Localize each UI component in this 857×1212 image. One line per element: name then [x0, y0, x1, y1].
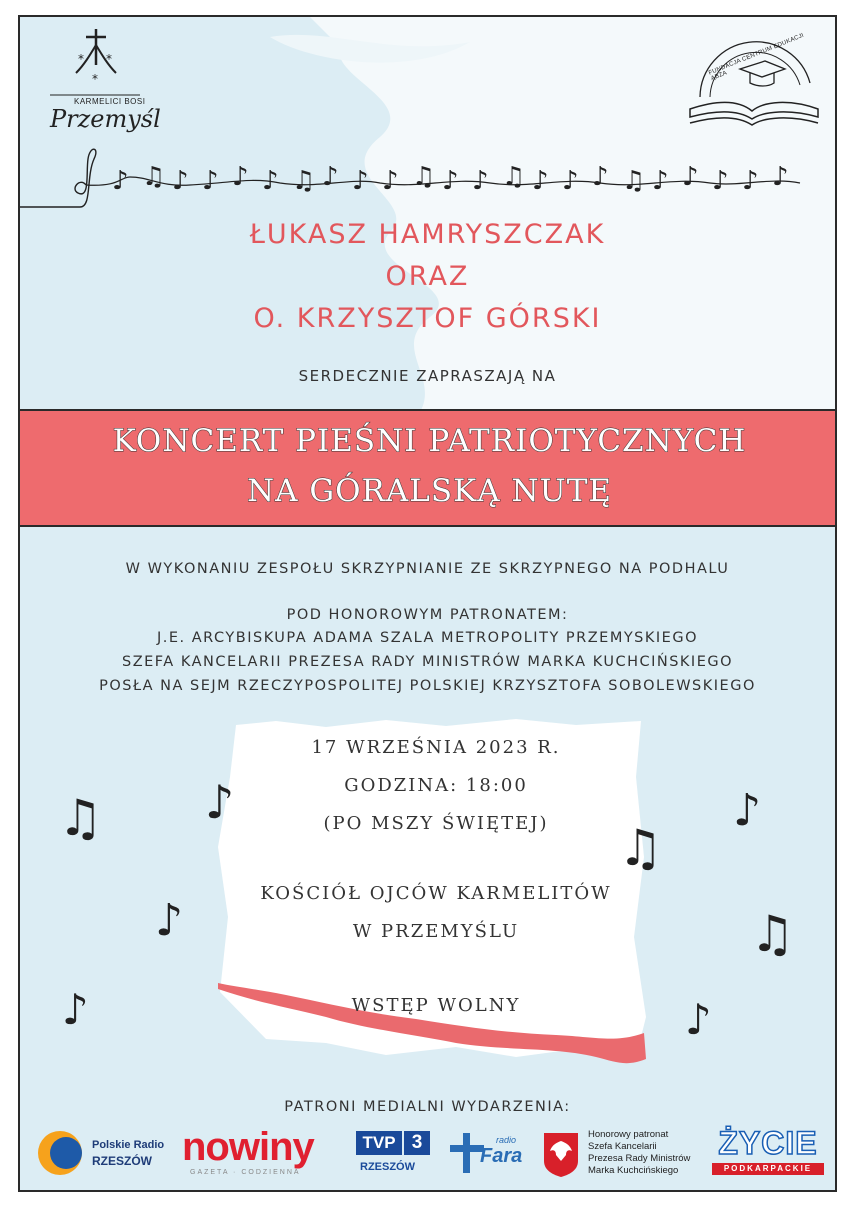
event-time: GODZINA: 18:00 — [344, 775, 528, 796]
zycie-podkarpackie-logo — [710, 1125, 828, 1177]
zycie-sub: PODKARPACKIE — [712, 1163, 824, 1175]
poster-frame — [18, 15, 837, 1192]
svg-text:♪: ♪ — [262, 166, 279, 196]
honorary-patronage-logo — [542, 1129, 712, 1181]
concert-title-banner — [18, 409, 837, 527]
svg-text:♫: ♫ — [292, 166, 316, 196]
svg-text:♪: ♪ — [202, 166, 219, 196]
svg-text:♪: ♪ — [742, 166, 759, 196]
host-conjunction: ORAZ — [385, 261, 470, 292]
polish-eagle-icon — [542, 1131, 580, 1177]
nowiny-sub: GAZETA · CODZIENNA — [190, 1169, 301, 1176]
patronage-heading: POD HONOROWYM PATRONATEM: — [286, 607, 569, 623]
svg-text:♫: ♫ — [502, 162, 526, 192]
honorary-line-4: Marka Kuchcińskiego — [588, 1165, 679, 1176]
media-heading: PATRONI MEDIALNI WYDARZENIA: — [284, 1099, 571, 1115]
note-icon: ♪ — [205, 775, 235, 829]
fundacja-arc-text: FUNDACJA CENTRUM EDUKACJI ĄBZA — [708, 32, 805, 83]
svg-text:♪: ♪ — [232, 162, 249, 192]
svg-text:♫: ♫ — [412, 162, 436, 192]
event-date: 17 WRZEŚNIA 2023 R. — [311, 737, 561, 758]
radio-fara-logo — [450, 1129, 530, 1179]
honorary-line-1: Honorowy patronat — [588, 1129, 669, 1140]
tvp-num: 3 — [404, 1131, 430, 1155]
event-entry: WSTĘP WOLNY — [351, 995, 521, 1016]
fundacja-logo — [680, 32, 825, 139]
nowiny-logo — [182, 1125, 342, 1181]
event-note: (PO MSZY ŚWIĘTEJ) — [323, 813, 549, 834]
fara-cross-icon — [450, 1133, 484, 1173]
svg-text:♫: ♫ — [622, 166, 646, 196]
note-icon: ♪ — [62, 985, 89, 1034]
svg-text:*: * — [92, 72, 98, 86]
svg-text:♪: ♪ — [592, 162, 609, 192]
svg-text:♪: ♪ — [172, 166, 189, 196]
svg-text:♪: ♪ — [532, 166, 549, 196]
fara-small: radio — [496, 1135, 517, 1145]
polskie-radio-logo — [36, 1129, 166, 1179]
svg-text:♪: ♪ — [322, 162, 339, 192]
svg-text:♪: ♪ — [442, 166, 459, 196]
polskie-radio-line2: RZESZÓW — [92, 1154, 152, 1168]
note-icon: ♪ — [155, 895, 184, 946]
karmelici-top-text: KARMELICI BOSI — [74, 97, 146, 106]
note-icon: ♪ — [685, 995, 712, 1044]
honorary-line-2: Szefa Kancelarii — [588, 1141, 657, 1152]
svg-text:♪: ♪ — [472, 166, 489, 196]
concert-title-line-1: KONCERT PIEŚNI PATRIOTYCZNYCH — [112, 423, 747, 459]
performer-text: W WYKONANIU ZESPOŁU SKRZYPNIANIE ZE SKRZYPNEGO NA PODHALU — [125, 561, 730, 577]
note-icon: ♪ — [733, 785, 762, 836]
zycie-name: ŻYCIE — [718, 1125, 818, 1161]
karmelici-logo — [40, 25, 161, 135]
polskie-radio-line1: Polskie Radio — [92, 1139, 165, 1151]
note-icon: ♫ — [618, 819, 663, 877]
patron-2: SZEFA KANCELARII PREZESA RADY MINISTRÓW MARKA KUCHCIŃSKIEGO — [121, 654, 734, 670]
patron-3: POSŁA NA SEJM RZECZYPOSPOLITEJ POLSKIEJ KRZYSZTOFA SOBOLEWSKIEGO — [99, 678, 756, 694]
event-details-card — [216, 717, 656, 1077]
svg-text:♪: ♪ — [382, 166, 399, 196]
note-icon: ♫ — [58, 789, 103, 847]
note-icon: ♫ — [750, 905, 795, 963]
svg-text:♪: ♪ — [772, 162, 789, 192]
svg-text:♪: ♪ — [352, 166, 369, 196]
host-name-2: O. KRZYSZTOF GÓRSKI — [253, 303, 602, 334]
svg-text:♪: ♪ — [712, 166, 729, 196]
patron-1: J.E. ARCYBISKUPA ADAMA SZALA METROPOLITY PRZEMYSKIEGO — [157, 630, 698, 646]
svg-text:♪: ♪ — [562, 166, 579, 196]
svg-text:♪: ♪ — [652, 166, 669, 196]
event-place-line-1: KOŚCIÓŁ OJCÓW KARMELITÓW — [260, 883, 612, 904]
invite-text: SERDECZNIE ZAPRASZAJĄ NA — [298, 367, 557, 385]
svg-text:*: * — [78, 52, 84, 66]
tvp3-logo — [356, 1131, 436, 1183]
svg-text:♪: ♪ — [682, 162, 699, 192]
nowiny-name: nowiny — [182, 1125, 314, 1169]
tvp-sub: RZESZÓW — [360, 1161, 415, 1173]
karmelici-script-text: Przemyśl — [50, 105, 161, 133]
svg-text:♪: ♪ — [112, 166, 129, 196]
event-place-line-2: W PRZEMYŚLU — [352, 921, 520, 942]
concert-title-line-2: NA GÓRALSKĄ NUTĘ — [246, 473, 613, 509]
host-name-1: ŁUKASZ HAMRYSZCZAK — [249, 219, 606, 250]
note-glyphs — [112, 162, 789, 196]
svg-text:♫: ♫ — [142, 162, 166, 192]
fara-name: Fara — [480, 1145, 523, 1167]
svg-text:*: * — [106, 52, 112, 66]
radio-sun-icon — [36, 1129, 84, 1177]
music-notes-line — [20, 137, 837, 217]
honorary-line-3: Prezesa Rady Ministrów — [588, 1153, 691, 1164]
tvp-name: TVP — [356, 1131, 402, 1155]
